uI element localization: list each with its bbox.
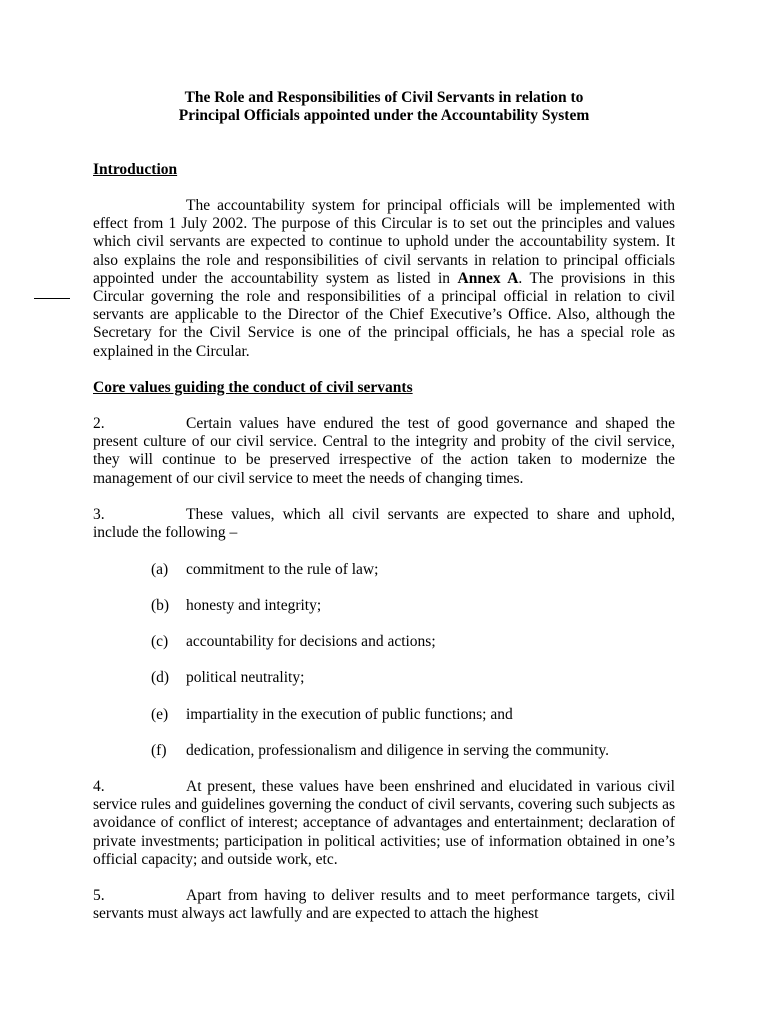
value-item-marker: (f) [151,742,167,759]
value-item-e [151,706,513,724]
paragraph-4-text: At present, these values have been enshrined and elucidated in various civil service rules and guidelines governing the conduct of civil servants, covering such subjects as avoidance of conflict of interest; acceptance of advantages and entertainment; declaration of private investments; participation in political activities; use of information obtained in one’s official capacity; and outside work, etc. [93,778,675,868]
value-item-c [151,633,436,651]
value-item-text: political neutrality; [186,669,305,686]
value-item-f [151,742,609,760]
paragraph-5 [93,887,675,923]
introduction-text-part-1: The accountability system for principal officials will be implemented with effect from 1 July 2002. The purpose of this Circular is to set out the principles and values which civil servants are expected to continue to uphold under the accountability system. It also explains the role and responsibilities of civil servants in relation to principal officials appointed under the accountability system as listed in [93,197,675,287]
paragraph-5-text: Apart from having to deliver results and to meet performance targets, civil servants must always act lawfully and are expected to attach the highest [93,887,675,923]
introduction-text-part-2: . The provisions in this Circular governing the role and responsibilities of a principal official in relation to civil servants are applicable to the Director of the Chief Executive’s Office. Also, although the Secretary for the Civil Service is one of the principal officials, he has a special role as explained in the Circular. [93,269,675,360]
paragraph-2 [93,415,675,488]
paragraph-2-number: 2. [93,415,105,432]
value-item-marker: (c) [151,633,169,650]
document-title-line-1: The Role and Responsibilities of Civil Servants in relation to [184,89,584,106]
value-item-a [151,561,378,579]
value-item-marker: (d) [151,669,170,686]
annex-a-reference: Annex A [457,269,519,287]
value-item-marker: (e) [151,706,169,723]
value-item-b [151,597,321,615]
value-item-text: impartiality in the execution of public functions; and [186,706,513,723]
introduction-paragraph [93,197,675,361]
paragraph-3 [93,506,675,542]
introduction-heading: Introduction [93,161,178,178]
value-item-text: honesty and integrity; [186,597,322,614]
value-item-d [151,669,304,687]
paragraph-3-text: These values, which all civil servants are expected to share and uphold, include the following – [93,506,675,542]
document-title-line-2: Principal Officials appointed under the Accountability System [178,107,590,124]
paragraph-2-text: Certain values have endured the test of good governance and shaped the present culture of our civil service. Central to the integrity and probity of the civil service, they will continue to be preserved irrespective of the action taken to modernize the management of our civil service to meet the needs of changing times. [93,415,675,487]
paragraph-3-number: 3. [93,506,105,523]
value-item-text: dedication, professionalism and diligence in serving the community. [186,742,609,759]
margin-marker-line [34,298,70,299]
paragraph-4 [93,778,675,869]
value-item-text: accountability for decisions and actions; [186,633,436,650]
value-item-marker: (b) [151,597,170,614]
paragraph-4-number: 4. [93,778,105,795]
value-item-text: commitment to the rule of law; [186,561,379,578]
core-values-heading: Core values guiding the conduct of civil servants [93,379,413,396]
value-item-marker: (a) [151,561,169,578]
paragraph-5-number: 5. [93,887,105,904]
